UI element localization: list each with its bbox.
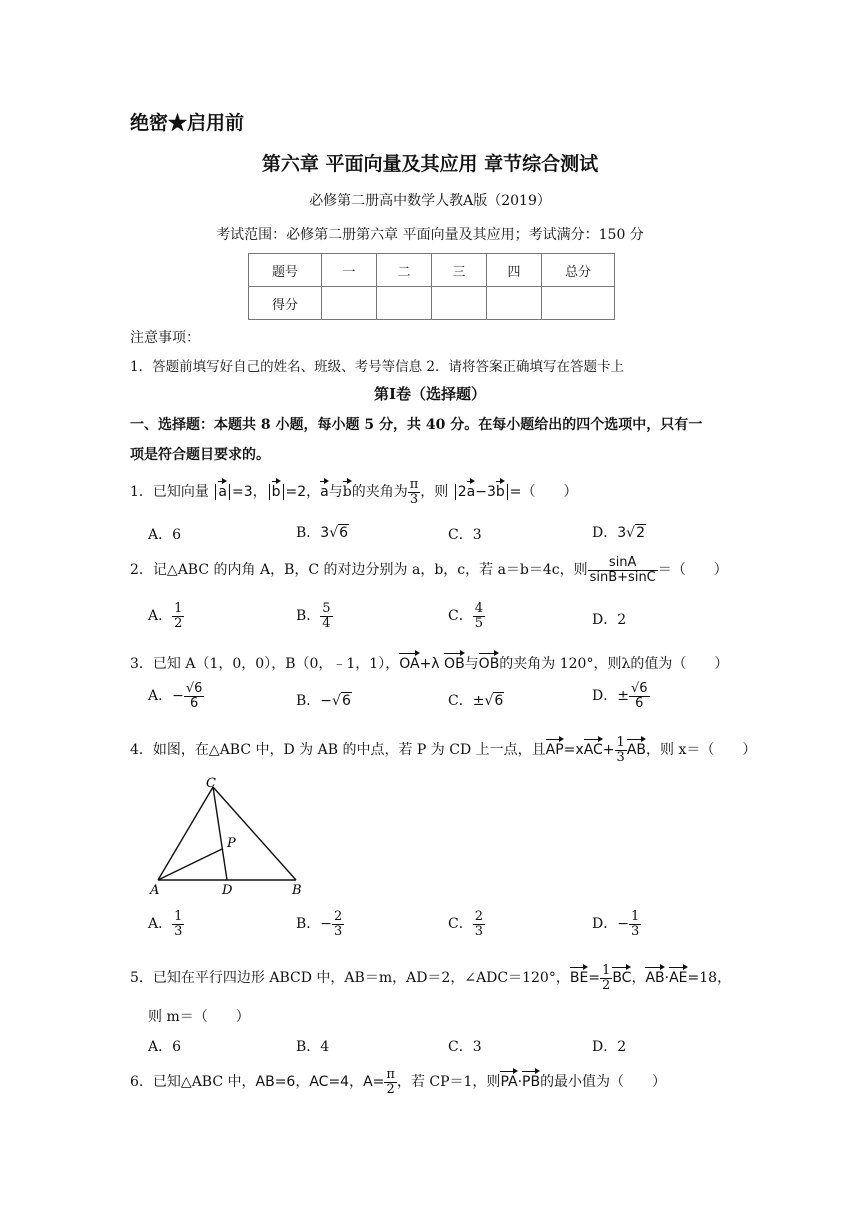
subtitle: 必修第二册高中数学人教A版（2019） — [309, 193, 551, 209]
q2-option-a[interactable]: A． $\frac{1}{2}$ — [148, 601, 183, 631]
question-3: 3．已知 A（1，0，0），B（0，﹣1，1），OA+λ OB与OB的夹角为 120°，则λ的值为（ ） — [130, 651, 728, 673]
q2-option-c[interactable]: C． $\frac{4}{5}$ — [448, 601, 483, 631]
q4-option-b[interactable]: B．− $\frac{2}{3}$ — [296, 909, 343, 939]
q1-option-a[interactable]: A．6 — [148, 527, 182, 543]
q1-option-c[interactable]: C．3 — [448, 527, 482, 543]
label-a: A — [150, 883, 160, 898]
label-d: D — [222, 883, 233, 898]
score-header-cell: 二 — [377, 254, 432, 287]
q1-option-d[interactable]: D．3√2 — [592, 525, 645, 541]
volume-title: 第Ⅰ卷（选择题） — [373, 385, 487, 403]
question-6: 6．已知△ABC 中，AB=6，AC=4，A= $\frac{\pi}{2}$ ，若 CP＝1，则PA·PB的最小值为（ ） — [130, 1067, 667, 1097]
notes-line: 1．答题前填写好自己的姓名、班级、考号等信息 2．请将答案正确填写在答题卡上 — [130, 359, 624, 375]
label-p: P — [227, 836, 236, 851]
score-cell[interactable] — [377, 287, 432, 320]
q3-option-b[interactable]: B．−√6 — [296, 693, 351, 709]
score-header-cell: 题号 — [249, 254, 322, 287]
label-c: C — [206, 776, 216, 791]
q5-option-a[interactable]: A．6 — [148, 1039, 182, 1055]
question-4: 4．如图，在△ABC 中，D 为 AB 的中点，若 P 为 CD 上一点，且AP=xAC+ $\frac{1}{3}$ AB，则 x＝（ ） — [130, 735, 757, 765]
score-header-cell: 四 — [487, 254, 542, 287]
score-header-cell: 三 — [432, 254, 487, 287]
page-title: 第六章 平面向量及其应用 章节综合测试 — [261, 153, 599, 175]
score-cell[interactable] — [432, 287, 487, 320]
q3-option-d[interactable]: D．± $\frac{√6}{6}$ — [592, 681, 648, 711]
exam-scope: 考试范围：必修第二册第六章 平面向量及其应用；考试满分：150 分 — [216, 227, 644, 243]
q1-option-b[interactable]: B．3√6 — [296, 525, 349, 541]
q5-option-b[interactable]: B．4 — [296, 1039, 330, 1055]
question-5: 5．已知在平行四边形 ABCD 中，AB＝m，AD＝2，∠ADC＝120°，BE= $\frac{1}{2}$ BC，AB·AE=18， — [130, 963, 732, 993]
q5-option-c[interactable]: C．3 — [448, 1039, 482, 1055]
question-1: 1．已知向量 a =3， b =2，a与b的夹角为 $\frac{\pi}{3}$ ，则 2a−3b =（ ） — [130, 477, 578, 507]
section-intro: 一、选择题：本题共 8 小题，每小题 5 分，共 40 分。在每小题给出的四个选项中，只有一 — [130, 417, 703, 433]
q4-option-c[interactable]: C． $\frac{2}{3}$ — [448, 909, 483, 939]
question-2: 2．记△ABC 的内角 A，B，C 的对边分别为 a，b，c，若 a＝b＝4c，则 $\frac{\sin A}{\sin B+\sin C}$ ＝（ ） — [130, 555, 728, 585]
q3-option-a[interactable]: A．− $\frac{√6}{6}$ — [148, 681, 203, 711]
section-intro-2: 项是符合题目要求的。 — [130, 447, 270, 463]
score-cell[interactable] — [322, 287, 377, 320]
notes-heading: 注意事项： — [130, 330, 200, 346]
score-cell[interactable] — [487, 287, 542, 320]
label-b: B — [292, 883, 302, 898]
secret-label: 绝密★启用前 — [130, 112, 245, 134]
q2-option-b[interactable]: B． $\frac{5}{4}$ — [296, 601, 331, 631]
q3-option-c[interactable]: C．±√6 — [448, 693, 504, 709]
score-header-cell: 一 — [322, 254, 377, 287]
score-header-cell: 总分 — [542, 254, 615, 287]
question-5-line2: 则 m＝（ ） — [148, 1009, 250, 1025]
q4-option-d[interactable]: D．− $\frac{1}{3}$ — [592, 909, 640, 939]
q4-option-a[interactable]: A． $\frac{1}{3}$ — [148, 909, 183, 939]
score-row-label: 得分 — [249, 287, 322, 320]
triangle-figure — [148, 775, 318, 900]
score-cell[interactable] — [542, 287, 615, 320]
score-table — [248, 253, 615, 320]
q2-option-d[interactable]: D．2 — [592, 612, 627, 628]
q5-option-d[interactable]: D．2 — [592, 1039, 627, 1055]
